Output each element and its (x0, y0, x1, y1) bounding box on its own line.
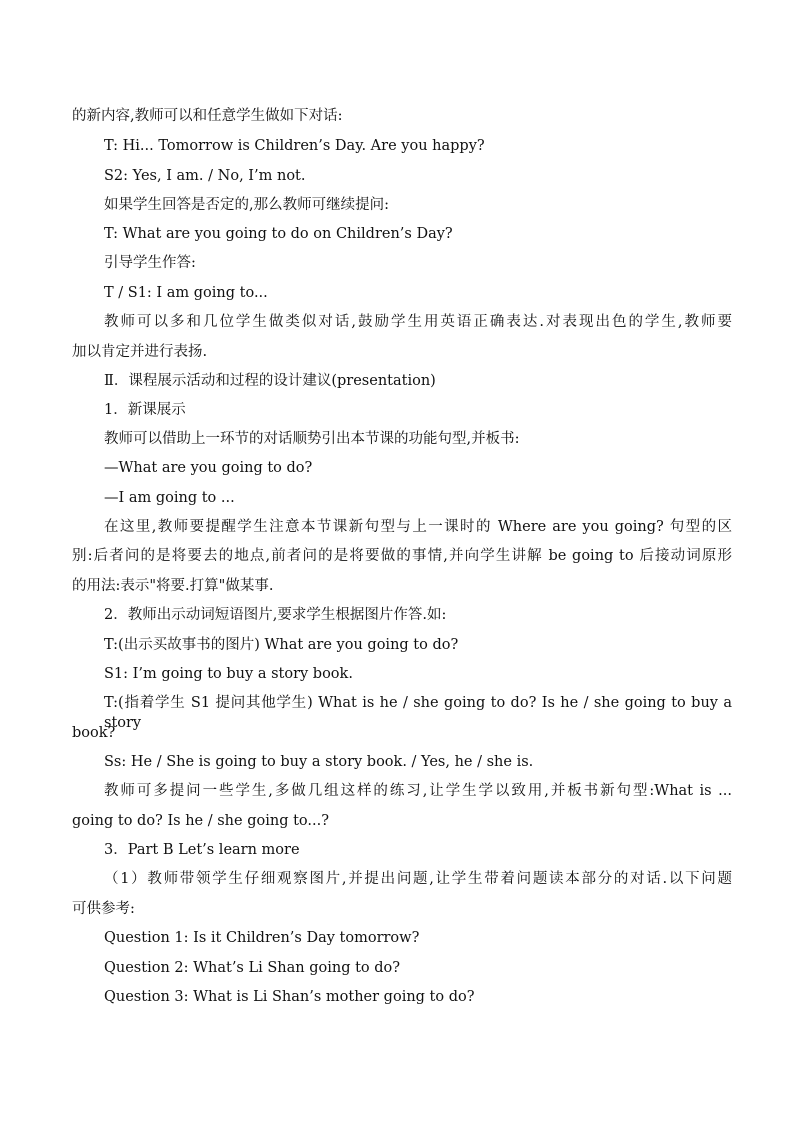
dialogue-line: T: What are you going to do on Children’s Day? (104, 226, 453, 242)
subsection-heading: 2．教师出示动词短语图片,要求学生根据图片作答.如: (104, 607, 447, 623)
dialogue-line: S1: I’m going to buy a story book. (104, 666, 353, 682)
section-heading: Ⅱ．课程展示活动和过程的设计建议(presentation) (104, 373, 436, 389)
dialogue-line: book? (72, 725, 116, 741)
paragraph-line: 可供参考: (72, 901, 135, 917)
paragraph-line: 别:后者问的是将要去的地点,前者问的是将要做的事情,并向学生讲解 be going to 后接动词原形 (72, 548, 732, 564)
question-line: Question 2: What’s Li Shan going to do? (104, 960, 401, 976)
paragraph-line: 教师可以多和几位学生做类似对话,鼓励学生用英语正确表达.对表现出色的学生,教师要 (104, 314, 732, 330)
paragraph-line: going to do? Is he / she going to...? (72, 813, 329, 829)
dialogue-line: Ss: He / She is going to buy a story book. / Yes, he / she is. (104, 754, 534, 770)
subsection-heading: 3．Part B Let’s learn more (104, 842, 300, 858)
question-line: Question 3: What is Li Shan’s mother going to do? (104, 989, 475, 1005)
question-line: Question 1: Is it Children’s Day tomorrow? (104, 930, 420, 946)
paragraph-line: 加以肯定并进行表扬. (72, 344, 208, 360)
dialogue-line: T: Hi... Tomorrow is Children’s Day. Are you happy? (104, 138, 485, 154)
paragraph-line: （1）教师带领学生仔细观察图片,并提出问题,让学生带着问题读本部分的对话.以下问题 (104, 871, 732, 887)
paragraph-line: 的用法:表示"将要.打算"做某事. (72, 578, 274, 594)
paragraph-line: 在这里,教师要提醒学生注意本节课新句型与上一课时的 Where are you going? 句型的区 (104, 519, 732, 535)
subsection-heading: 1．新课展示 (104, 402, 186, 418)
dialogue-line: S2: Yes, I am. / No, I’m not. (104, 168, 306, 184)
dialogue-line: —What are you going to do? (104, 460, 313, 476)
dialogue-line: T:(出示买故事书的图片) What are you going to do? (104, 637, 459, 653)
dialogue-line: —I am going to ... (104, 490, 235, 506)
dialogue-line: T:(指着学生 S1 提问其他学生) What is he / she going to do? Is he / she going to buy a story (104, 695, 732, 731)
text-line: 教师可以借助上一环节的对话顺势引出本节课的功能句型,并板书: (104, 431, 520, 447)
dialogue-line: T / S1: I am going to... (104, 285, 268, 301)
paragraph-line: 教师可多提问一些学生,多做几组这样的练习,让学生学以致用,并板书新句型:What is ... (104, 783, 732, 799)
text-line: 的新内容,教师可以和任意学生做如下对话: (72, 108, 343, 124)
text-line: 引导学生作答: (104, 255, 196, 271)
text-line: 如果学生回答是否定的,那么教师可继续提问: (104, 197, 389, 213)
